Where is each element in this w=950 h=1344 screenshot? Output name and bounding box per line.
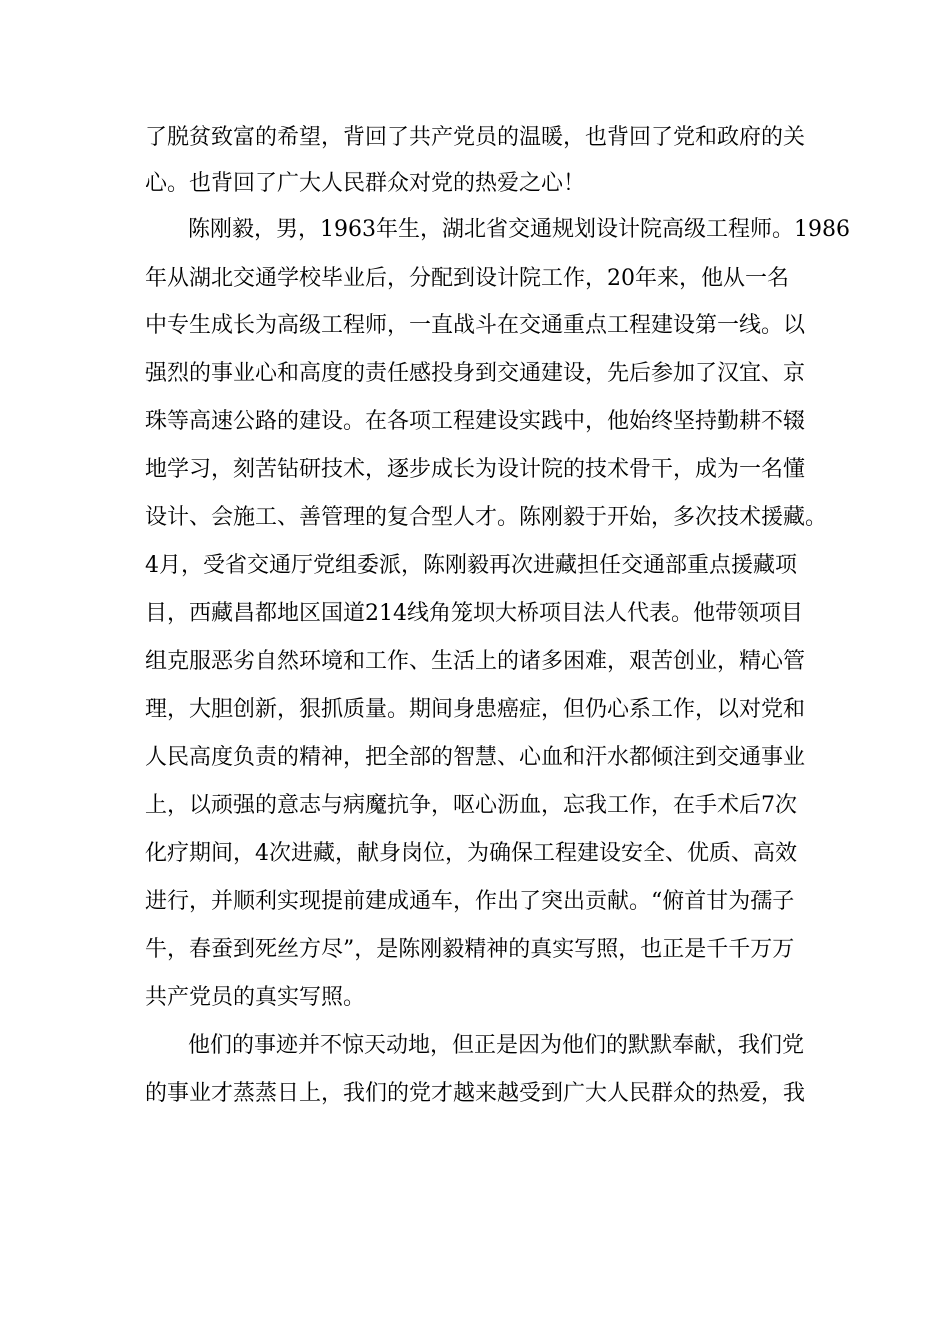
text-line: 人民高度负责的精神，把全部的智慧、心血和汗水都倾注到交通事业	[145, 745, 806, 770]
text-line: 化疗期间，4次进藏，献身岗位，为确保工程建设安全、优质、高效	[145, 841, 797, 866]
text-line: 年从湖北交通学校毕业后，分配到设计院工作，20年来，他从一名	[145, 266, 789, 291]
text-line: 中专生成长为高级工程师，一直战斗在交通重点工程建设第一线。以	[145, 313, 806, 338]
text-line: 地学习，刻苦钻研技术，逐步成长为设计院的技术骨干，成为一名懂	[145, 457, 806, 482]
text-line: 强烈的事业心和高度的责任感投身到交通建设，先后参加了汉宜、京	[145, 361, 806, 386]
text-line: 心。也背回了广大人民群众对党的热爱之心！	[145, 171, 586, 196]
text-line: 陈刚毅，男，1963年生，湖北省交通规划设计院高级工程师。1986	[188, 217, 850, 242]
text-line: 共产党员的真实写照。	[145, 985, 366, 1010]
text-line: 珠等高速公路的建设。在各项工程建设实践中，他始终坚持勤耕不辍	[145, 409, 806, 434]
text-line: 他们的事迹并不惊天动地，但正是因为他们的默默奉献，我们党	[188, 1033, 805, 1058]
text-line: 理，大胆创新，狠抓质量。期间身患癌症，但仍心系工作，以对党和	[145, 697, 806, 722]
text-line: 4月，受省交通厅党组委派，陈刚毅再次进藏担任交通部重点援藏项	[145, 553, 797, 578]
text-line: 目，西藏昌都地区国道214线角笼坝大桥项目法人代表。他带领项目	[145, 601, 803, 626]
text-line: 设计、会施工、善管理的复合型人才。陈刚毅于开始，多次技术援藏。	[145, 505, 828, 530]
text-line: 的事业才蒸蒸日上，我们的党才越来越受到广大人民群众的热爱，我	[145, 1081, 806, 1106]
text-line: 了脱贫致富的希望，背回了共产党员的温暖，也背回了党和政府的关	[145, 125, 806, 150]
text-line: 上，以顽强的意志与病魔抗争，呕心沥血，忘我工作，在手术后7次	[145, 793, 797, 818]
text-line: 组克服恶劣自然环境和工作、生活上的诸多困难，艰苦创业，精心管	[145, 649, 806, 674]
text-line: 进行，并顺利实现提前建成通车，作出了突出贡献。“俯首甘为孺子	[145, 889, 795, 914]
text-line: 牛，春蚕到死丝方尽”，是陈刚毅精神的真实写照，也正是千千万万	[145, 937, 795, 962]
